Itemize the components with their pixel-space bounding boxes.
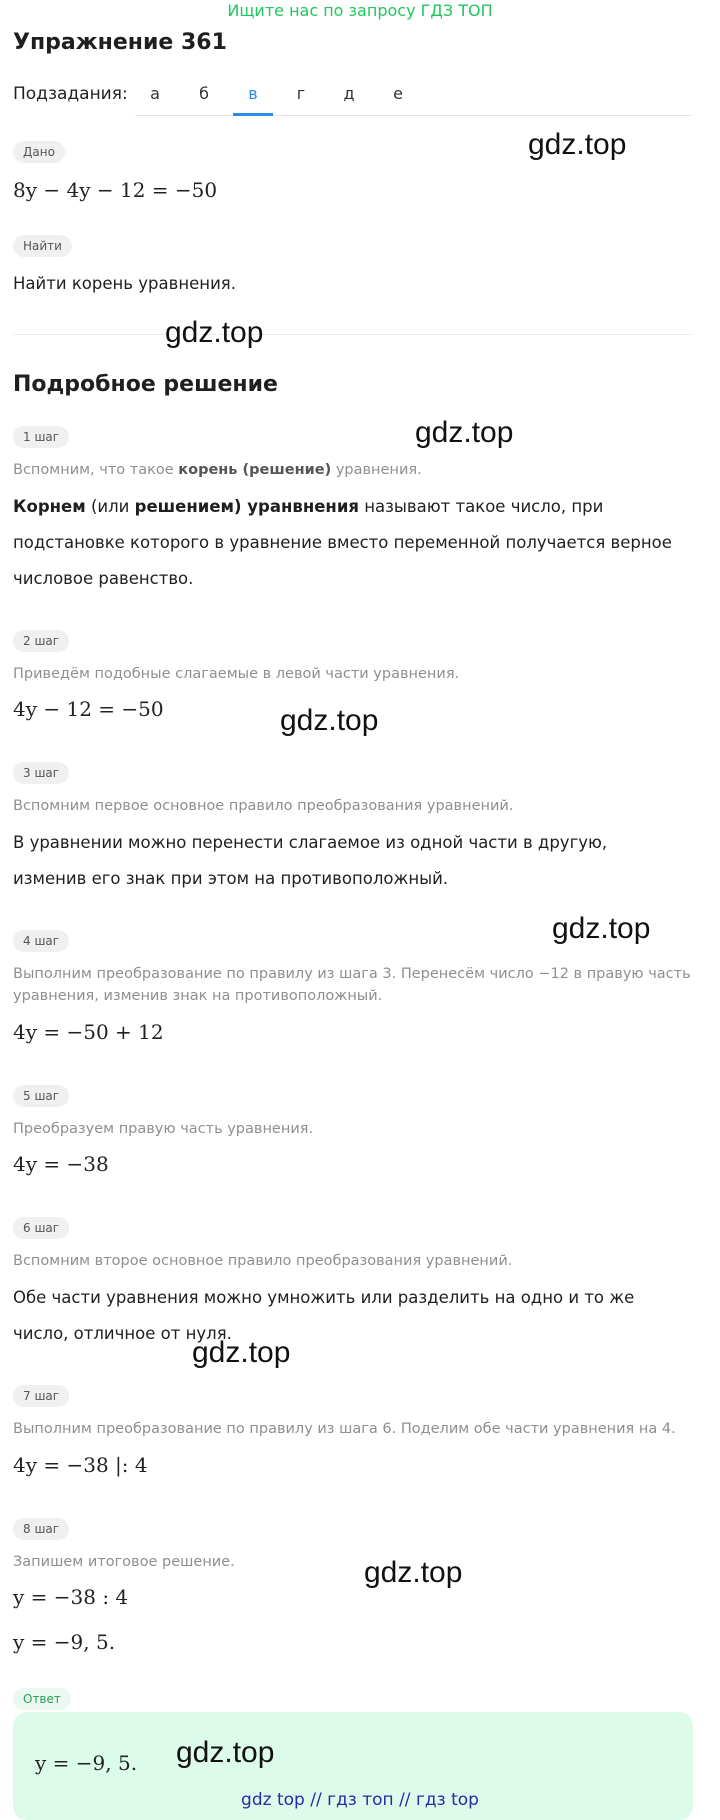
given-pill: Дано: [13, 141, 65, 163]
watermark: gdz.top: [364, 1556, 463, 1589]
tab-d[interactable]: д: [343, 84, 355, 103]
tab-a[interactable]: а: [150, 84, 160, 103]
footer-link-gdz-top[interactable]: gdz top: [241, 1790, 305, 1810]
page-title: Упражнение 361: [13, 30, 227, 55]
step-3-pill: 3 шаг: [13, 762, 69, 784]
step-5-hint: Преобразуем правую часть уравнения.: [13, 1121, 314, 1137]
find-text: Найти корень уравнения.: [13, 274, 236, 293]
tab-v[interactable]: в: [248, 84, 258, 103]
step-8-equation-1: y = −38 : 4: [13, 1585, 129, 1609]
step-7-pill: 7 шаг: [13, 1385, 69, 1407]
step-5-pill: 5 шаг: [13, 1085, 69, 1107]
given-equation: 8y − 4y − 12 = −50: [13, 178, 218, 202]
answer-pill: Ответ: [13, 1688, 71, 1710]
footer-link-gdz-top-ru[interactable]: гдз топ: [327, 1790, 394, 1810]
tab-g[interactable]: г: [296, 84, 306, 103]
step-7-hint: Выполним преобразование по правилу из шага 6. Поделим обе части уравнения на 4.: [13, 1421, 676, 1437]
step-1-hint: Вспомним, что такое корень (решение) уравнения.: [13, 462, 422, 478]
step-7-equation: 4y = −38 |: 4: [13, 1453, 148, 1477]
step-2-equation: 4y − 12 = −50: [13, 697, 164, 721]
watermark: gdz.top: [415, 416, 514, 449]
step-3-text: В уравнении можно перенести слагаемое из одной части в другую, изменив его знак при этом на противоположный.: [13, 833, 608, 888]
step-2-hint: Приведём подобные слагаемые в левой части уравнения.: [13, 666, 460, 682]
tabs-divider: [135, 115, 692, 116]
active-tab-indicator: [233, 113, 273, 116]
tab-e[interactable]: е: [393, 84, 403, 103]
footer-link-gdz-top-mixed[interactable]: гдз top: [415, 1790, 479, 1810]
step-8-pill: 8 шаг: [13, 1518, 69, 1540]
step-5-equation: 4y = −38: [13, 1152, 109, 1176]
step-2-pill: 2 шаг: [13, 630, 69, 652]
step-8-hint: Запишем итоговое решение.: [13, 1554, 235, 1570]
step-4-pill: 4 шаг: [13, 930, 69, 952]
subtasks-label: Подзадания:: [13, 84, 128, 104]
step-8-equation-2: y = −9, 5.: [13, 1630, 116, 1654]
find-pill: Найти: [13, 235, 72, 257]
step-6-hint: Вспомним второе основное правило преобразования уравнений.: [13, 1253, 513, 1269]
footer-separator: //: [399, 1790, 411, 1810]
footer-links: [0, 1790, 720, 1810]
step-4-hint: Выполним преобразование по правилу из шага 3. Перенесём число −12 в правую часть уравнения, изменив знак на противоположный.: [13, 966, 691, 1004]
step-1-pill: 1 шаг: [13, 426, 69, 448]
step-4-equation: 4y = −50 + 12: [13, 1020, 164, 1044]
solution-title: Подробное решение: [13, 372, 278, 397]
tab-b[interactable]: б: [199, 84, 209, 103]
step-6-pill: 6 шаг: [13, 1217, 69, 1239]
watermark: gdz.top: [192, 1336, 291, 1369]
watermark: gdz.top: [552, 912, 651, 945]
watermark: gdz.top: [528, 128, 627, 161]
step-3-hint: Вспомним первое основное правило преобразования уравнений.: [13, 798, 514, 814]
watermark: gdz.top: [176, 1736, 275, 1769]
step-6-text: Обе части уравнения можно умножить или разделить на одно и то же число, отличное от нуля.: [13, 1288, 635, 1343]
watermark: gdz.top: [165, 316, 264, 349]
step-1-text: Корнем (или решением) уранвнения называют такое число, при подстановке которого в уравнение вместо переменной получается верное числовое равенство.: [13, 497, 672, 588]
answer-equation: y = −9, 5.: [35, 1751, 138, 1775]
footer-separator: //: [310, 1790, 322, 1810]
watermark: gdz.top: [280, 704, 379, 737]
top-banner[interactable]: Ищите нас по запросу ГДЗ ТОП: [227, 1, 493, 20]
section-divider: [13, 334, 693, 335]
